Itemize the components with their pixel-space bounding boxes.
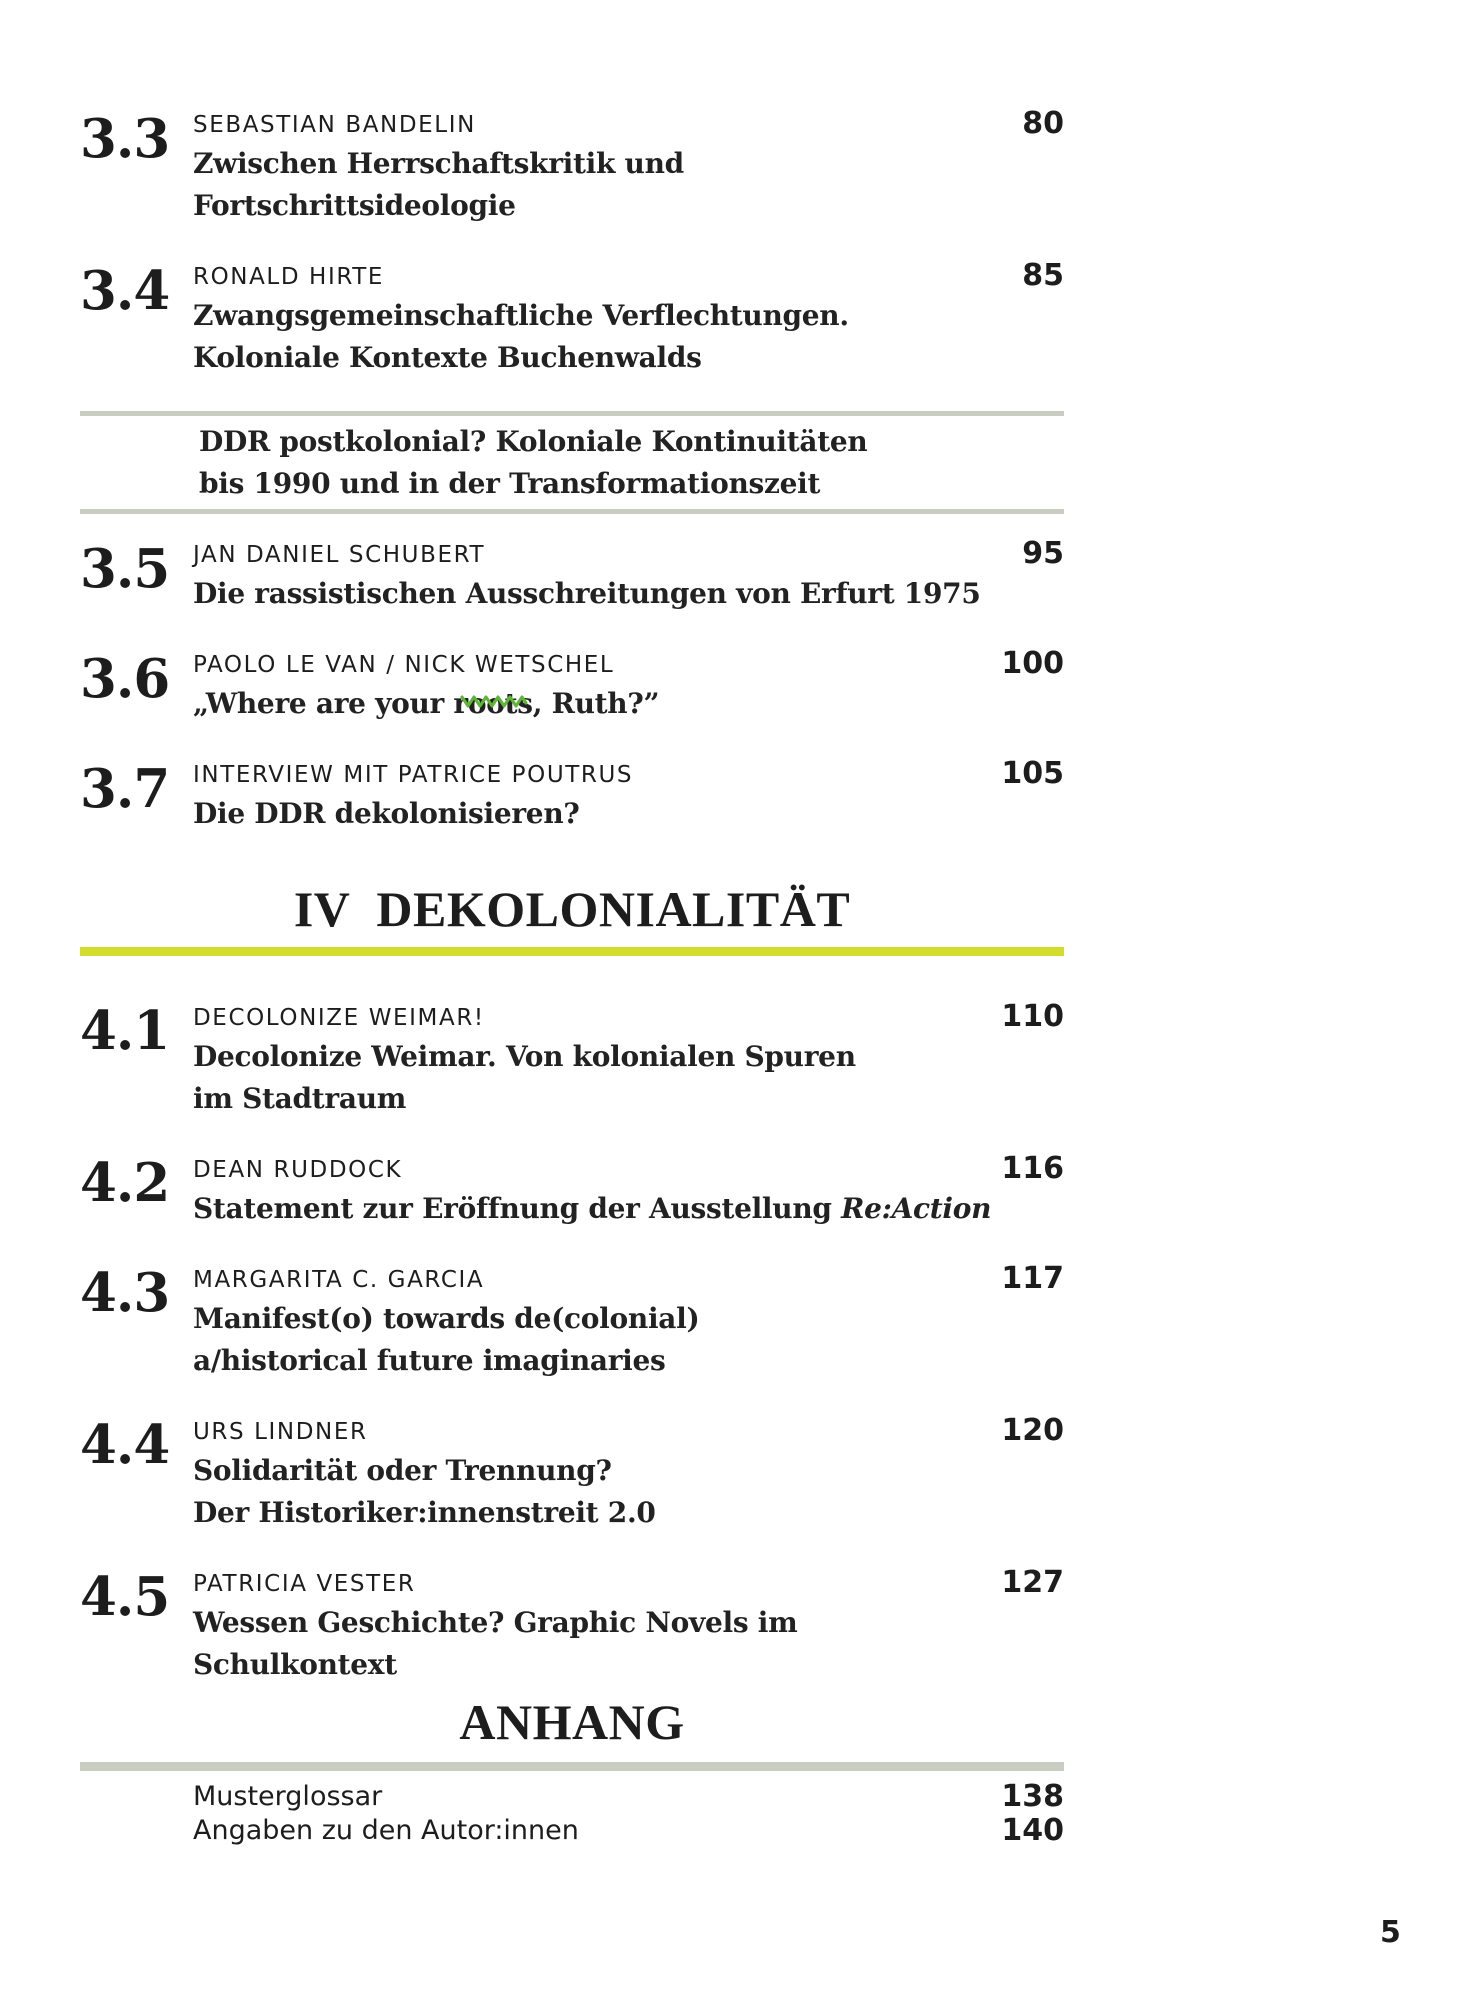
entry-title-line: Die DDR dekolonisieren? — [193, 797, 580, 830]
entry-title-text: s, Ruth?” — [517, 687, 660, 720]
entry-author: INTERVIEW MIT PATRICE POUTRUS — [193, 762, 634, 788]
entry-title[interactable] — [193, 683, 993, 725]
subsection-line: DDR postkolonial? Koloniale Kontinuitäten — [199, 425, 868, 458]
highlighted-word — [468, 683, 517, 725]
entry-title-text: Statement zur Eröffnung der Ausstellung — [193, 1192, 842, 1225]
entry-number: 3.3 — [80, 108, 170, 170]
entry-title-line: Der Historiker:innenstreit 2.0 — [193, 1496, 656, 1529]
entry-title-line: Wessen Geschichte? Graphic Novels im Schulkontext — [193, 1606, 798, 1681]
entry-page-number: 85 — [1022, 258, 1064, 293]
entry-title[interactable] — [193, 1188, 993, 1230]
entry-author: URS LINDNER — [193, 1419, 368, 1445]
entry-title[interactable] — [193, 1450, 993, 1534]
entry-author: MARGARITA C. GARCIA — [193, 1267, 485, 1293]
entry-author: DEAN RUDDOCK — [193, 1157, 403, 1183]
appendix-item[interactable]: Musterglossar — [193, 1781, 383, 1812]
entry-title[interactable] — [193, 573, 993, 615]
highlighted-text: oot — [467, 687, 518, 720]
entry-title-line: Fortschrittsideologie — [193, 189, 516, 222]
section-numeral: IV — [293, 881, 351, 937]
appendix-page-number: 140 — [1001, 1813, 1064, 1848]
appendix-item[interactable]: Angaben zu den Autor:innen — [193, 1815, 579, 1846]
entry-title-line: Solidarität oder Trennung? — [193, 1454, 612, 1487]
entry-title-text: „Where are your r — [193, 687, 468, 720]
entry-number: 4.3 — [80, 1262, 170, 1324]
entry-page-number: 116 — [1001, 1151, 1064, 1186]
entry-page-number: 105 — [1001, 756, 1064, 791]
entry-page-number: 80 — [1022, 106, 1064, 141]
entry-author: SEBASTIAN BANDELIN — [193, 112, 476, 138]
entry-page-number: 110 — [1001, 999, 1064, 1034]
entry-title-italic: Re:Action — [841, 1192, 992, 1225]
entry-title[interactable] — [193, 1602, 993, 1686]
entry-title[interactable] — [193, 295, 993, 379]
appendix-page-number: 138 — [1001, 1779, 1064, 1814]
entry-number: 3.5 — [80, 538, 170, 600]
entry-page-number: 95 — [1022, 536, 1064, 571]
section-title: DEKOLONIALITÄT — [376, 881, 851, 937]
entry-number: 4.4 — [80, 1414, 170, 1476]
entry-title[interactable] — [193, 1036, 993, 1120]
entry-number: 4.1 — [80, 1000, 170, 1062]
divider-bottom — [80, 509, 1064, 514]
entry-author: PATRICIA VESTER — [193, 1571, 416, 1597]
entry-title-line: a/historical future imaginaries — [193, 1344, 666, 1377]
entry-title-line: im Stadtraum — [193, 1082, 407, 1115]
subsection-line: bis 1990 und in der Transformationszeit — [199, 467, 821, 500]
entry-number: 3.6 — [80, 648, 170, 710]
entry-page-number: 127 — [1001, 1565, 1064, 1600]
entry-author: PAOLO LE VAN / NICK WETSCHEL — [193, 652, 615, 678]
entry-title[interactable] — [193, 1298, 993, 1382]
section-heading-iv — [80, 881, 1064, 937]
entry-page-number: 117 — [1001, 1261, 1064, 1296]
entry-page-number: 120 — [1001, 1413, 1064, 1448]
entry-author: JAN DANIEL SCHUBERT — [193, 542, 486, 568]
entry-title-line: Zwangsgemeinschaftliche Verflechtungen. — [193, 299, 849, 332]
entry-number: 3.4 — [80, 260, 170, 322]
entry-title-line: Zwischen Herrschaftskritik und — [193, 147, 684, 180]
squiggle-mark-icon — [460, 695, 528, 709]
page-folio: 5 — [1380, 1915, 1401, 1950]
entry-number: 4.5 — [80, 1566, 170, 1628]
entry-title-line: Decolonize Weimar. Von kolonialen Spuren — [193, 1040, 856, 1073]
entry-number: 3.7 — [80, 758, 170, 820]
entry-author: RONALD HIRTE — [193, 264, 385, 290]
subsection-heading — [199, 421, 999, 505]
entry-title-line: Die rassistischen Ausschreitungen von Erfurt 1975 — [193, 577, 981, 610]
appendix-heading: ANHANG — [459, 1694, 685, 1750]
entry-title[interactable] — [193, 143, 993, 227]
entry-author: DECOLONIZE WEIMAR! — [193, 1005, 485, 1031]
entry-title[interactable] — [193, 793, 993, 835]
entry-title-line: Koloniale Kontexte Buchenwalds — [193, 341, 702, 374]
section-divider-accent — [80, 947, 1064, 956]
entry-page-number: 100 — [1001, 646, 1064, 681]
entry-number: 4.2 — [80, 1152, 170, 1214]
appendix-divider — [80, 1762, 1064, 1771]
entry-title-line: Manifest(o) towards de(colonial) — [193, 1302, 700, 1335]
divider-top — [80, 411, 1064, 416]
